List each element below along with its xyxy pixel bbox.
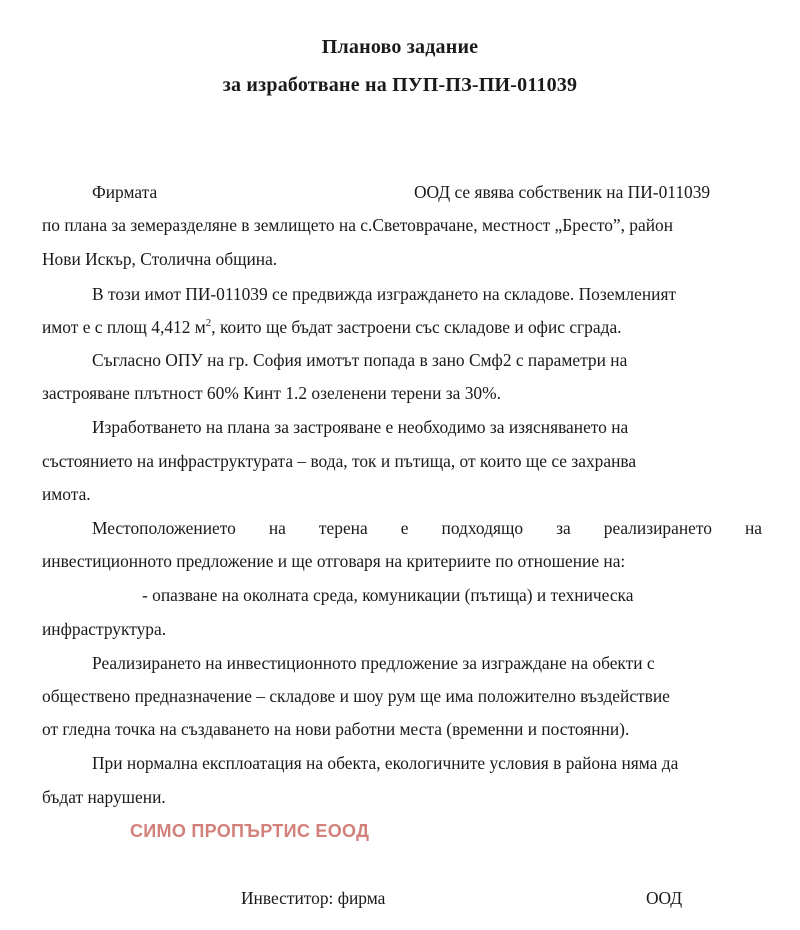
p5-line1: Местоположението на терена е подходящо за реализирането на	[92, 518, 762, 538]
investor-suffix: ООД	[646, 888, 683, 908]
p6-line2: инфраструктура.	[42, 619, 167, 639]
p6-line1: - опазване на околната среда, комуникации (пътища) и техническа	[142, 585, 634, 605]
firm-label: Фирмата	[92, 182, 158, 202]
p2-line1: В този имот ПИ-011039 се предвижда изграждането на складове. Поземленият	[92, 284, 677, 304]
p2-area-text: имот е с площ 4,412 м	[42, 317, 206, 337]
investor-label: Инвеститор: фирма	[241, 888, 386, 908]
square-superscript: 2	[205, 317, 212, 330]
p5-line2: инвестиционното предложение и ще отговаря на критериите по отношение на:	[42, 551, 626, 571]
p4-line3: имота.	[42, 484, 91, 504]
p2-line2	[42, 316, 622, 338]
p1-line2: по плана за земеразделяне в землището на с.Световрачане, местност „Бресто”, район	[42, 215, 674, 235]
p4-line2: състоянието на инфраструктурата – вода, ток и пътища, от които ще се захранва	[42, 451, 637, 471]
company-stamp: СИМО ПРОПЪРТИС ЕООД	[130, 821, 370, 841]
p8-line2: бъдат нарушени.	[42, 787, 166, 807]
document-title: Планово задание	[321, 36, 479, 58]
p7-line1: Реализирането на инвестиционното предложение за изграждане на обекти с	[92, 653, 655, 673]
p3-line2: застрояване плътност 60% Кинт 1.2 озеленени терени за 30%.	[42, 383, 501, 403]
document-subtitle: за изработване на ПУП-ПЗ-ПИ-011039	[222, 74, 578, 96]
p7-line2: обществено предназначение – складове и шоу рум ще има положително въздействие	[42, 686, 670, 706]
p8-line1: При нормална експлоатация на обекта, екологичните условия в района няма да	[92, 753, 679, 773]
p3-line1: Съгласно ОПУ на гр. София имотът попада в зано Смф2 с параметри на	[92, 350, 628, 370]
p1-line3: Нови Искър, Столична община.	[42, 249, 278, 269]
p1-line1-rest: ООД се явява собственик на ПИ-011039	[414, 182, 711, 202]
p4-line1: Изработването на плана за застрояване е необходимо за изясняването на	[92, 417, 629, 437]
p2-line2-rest: , които ще бъдат застроени със складове и офис сграда.	[211, 317, 622, 337]
p7-line3: от гледна точка на създаването на нови работни места (временни и постоянни).	[42, 719, 630, 739]
